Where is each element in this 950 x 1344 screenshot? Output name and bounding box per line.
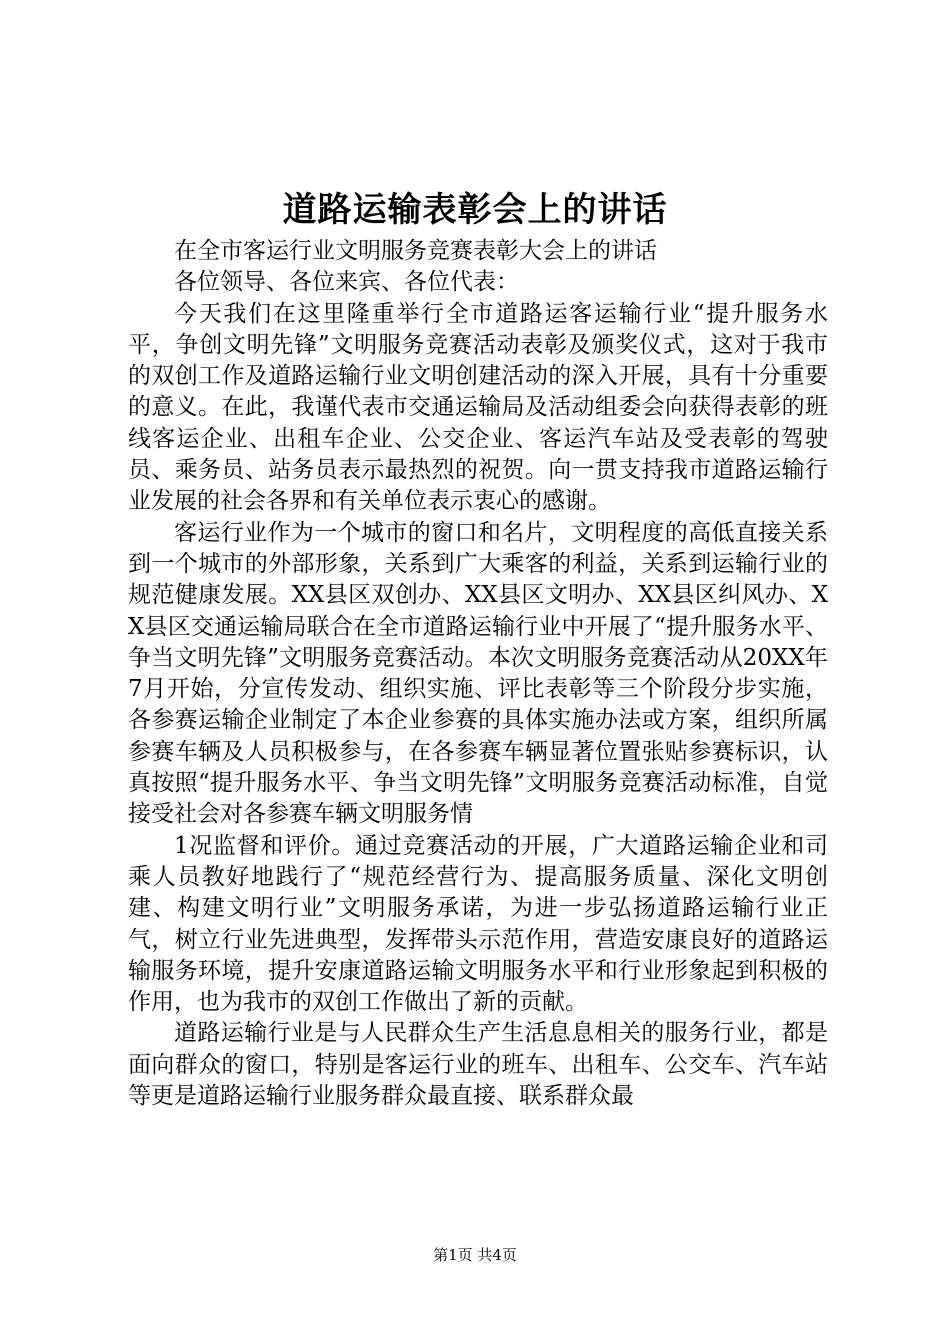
document-body	[128, 236, 828, 1112]
paragraph-body: 道路运输行业是与人民群众生产生活息息相关的服务行业，都是面向群众的窗口，特别是客运行业的班车、出租车、公交车、汽车站等更是道路运输行业服务群众最直接、联系群众最	[128, 1020, 828, 1110]
paragraph-body: 今天我们在这里隆重举行全市道路运客运输行业“提升服务水平，争创文明先锋”文明服务竞赛活动表彰及颁奖仪式，这对于我市的双创工作及道路运输行业文明创建活动的深入开展，具有十分重要的意义。在此，我谨代表市交通运输局及活动组委会向获得表彰的班线客运企业、出租车企业、公交企业、客运汽车站及受表彰的驾驶员、乘务员、站务员表示最热烈的祝贺。向一贯支持我市道路运输行业发展的社会各界和有关单位表示衷心的感谢。	[128, 300, 828, 515]
paragraph-salutation: 各位领导、各位来宾、各位代表：	[174, 269, 519, 296]
paragraph-subtitle: 在全市客运行业文明服务竞赛表彰大会上的讲话	[174, 238, 657, 264]
page-number-footer: 第1页 共4页	[433, 1246, 517, 1264]
paragraph-body: 1况监督和评价。通过竞赛活动的开展，广大道路运输企业和司乘人员教好地践行了“规范经营行为、提高服务质量、深化文明创建、构建文明行业”文明服务承诺，为进一步弘扬道路运输行业正气，树立行业先进典型，发挥带头示范作用，营造安康良好的道路运输服务环境，提升安康道路运输文明服务水平和行业形象起到积极的作用，也为我市的双创工作做出了新的贡献。	[128, 832, 828, 1016]
paragraph-body: 客运行业作为一个城市的窗口和名片，文明程度的高低直接关系到一个城市的外部形象，关系到广大乘客的利益，关系到运输行业的规范健康发展。XX县区双创办、XX县区文明办、XX县区纠风办、XX县区交通运输局联合在全市道路运输行业中开展了“提升服务水平、争当文明先锋”文明服务竞赛活动。本次文明服务竞赛活动从20XX年7月开始，分宣传发动、组织实施、评比表彰等三个阶段分步实施，各参赛运输企业制定了本企业参赛的具体实施办法或方案，组织所属参赛车辆及人员积极参与，在各参赛车辆显著位置张贴参赛标识，认真按照“提升服务水平、争当文明先锋”文明服务竞赛活动标准，自觉接受社会对各参赛车辆文明服务情	[128, 519, 828, 828]
document-title: 道路运输表彰会上的讲话	[282, 190, 668, 230]
